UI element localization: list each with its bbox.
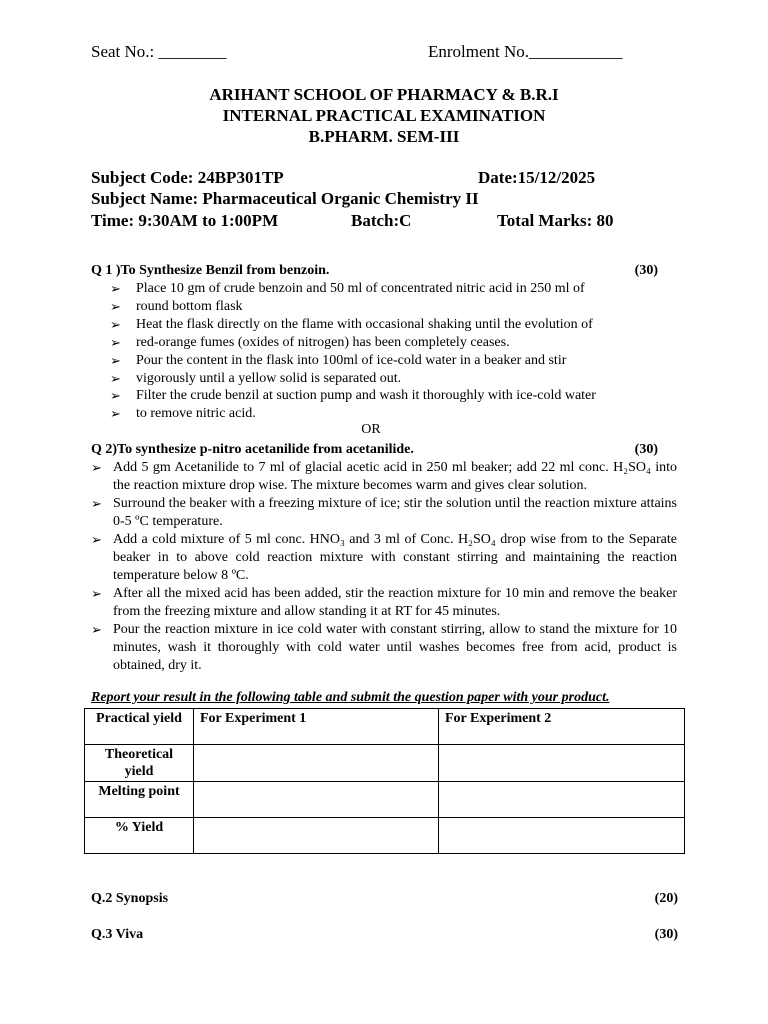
synopsis-marks: (20) [654, 891, 678, 906]
arrow-bullet-icon: ➢ [110, 388, 121, 404]
table-cell-header: For Experiment 1 [194, 709, 439, 745]
table-cell-header: Practical yield [85, 709, 194, 745]
table-cell-empty[interactable] [439, 782, 685, 818]
q2-title: Q 2)To synthesize p-nitro acetanilide from acetanilide. [91, 442, 414, 457]
table-row [85, 745, 685, 782]
q1-steps [110, 280, 670, 423]
viva-marks: (30) [654, 927, 678, 942]
table-cell-empty[interactable] [194, 745, 439, 782]
report-instruction: Report your result in the following table and submit the question paper with your product. [91, 690, 610, 705]
table-row-label: % Yield [85, 818, 194, 854]
q1-step-text: vigorously until a yellow solid is separated out. [136, 370, 402, 386]
q2-step-text: Pour the reaction mixture in ice cold water with constant stirring, allow to stand the mixture for 10 minutes, wash it thoroughly with cold water until washes becomes free from acid, product is obtained, dry it. [113, 622, 677, 673]
table-cell-empty[interactable] [194, 818, 439, 854]
arrow-bullet-icon: ➢ [91, 532, 102, 547]
subject-name: Subject Name: Pharmaceutical Organic Chemistry II [91, 189, 479, 208]
q2-step-text: After all the mixed acid has been added, stir the reaction mixture for 10 min and remove the beaker from the freezing mixture and allow standing it at RT for 45 minutes. [113, 586, 677, 619]
synopsis-question [91, 891, 678, 907]
list-item [110, 370, 670, 388]
arrow-bullet-icon: ➢ [91, 622, 102, 637]
list-item [110, 334, 670, 352]
list-item [91, 621, 677, 675]
total-marks: Total Marks: 80 [497, 211, 614, 230]
q2-steps [91, 459, 677, 675]
q2-marks: (30) [634, 442, 658, 457]
seat-no-field: Seat No.: ________ [91, 42, 227, 61]
synopsis-label: Q.2 Synopsis [91, 891, 169, 906]
enrolment-no-field: Enrolment No.___________ [428, 42, 623, 61]
subject-code: Subject Code: 24BP301TP [91, 168, 284, 187]
exam-time: Time: 9:30AM to 1:00PM [91, 211, 279, 230]
list-item [91, 459, 677, 495]
q2-step-text: Add 5 gm Acetanilide to 7 ml of glacial acetic acid in 250 ml beaker; add 22 ml conc. H₂SO₄ into the reaction mixture drop wise. The mixture becomes warm and gives clear solution. [113, 460, 677, 493]
q1-step-text: round bottom flask [136, 298, 243, 314]
table-row [85, 818, 685, 854]
q1-marks: (30) [634, 263, 658, 278]
q1-step-text: Heat the flask directly on the flame with occasional shaking until the evolution of [136, 316, 593, 332]
list-item [91, 495, 677, 531]
list-item [110, 405, 670, 423]
arrow-bullet-icon: ➢ [110, 316, 121, 332]
arrow-bullet-icon: ➢ [91, 460, 102, 475]
table-row [85, 709, 685, 745]
q1-step-text: Filter the crude benzil at suction pump and wash it thoroughly with ice-cold water [136, 388, 596, 404]
table-row-label: Theoretical yield [85, 745, 194, 782]
course-title: B.PHARM. SEM-III [308, 127, 460, 146]
q2-heading [91, 441, 658, 459]
arrow-bullet-icon: ➢ [110, 370, 121, 386]
q1-step-text: Pour the content in the flask into 100ml of ice-cold water in a beaker and stir [136, 352, 567, 368]
table-cell-empty[interactable] [194, 782, 439, 818]
list-item [110, 352, 670, 370]
table-cell-empty[interactable] [439, 818, 685, 854]
q1-step-text: red-orange fumes (oxides of nitrogen) has been completely ceases. [136, 334, 510, 350]
table-cell-header: For Experiment 2 [439, 709, 685, 745]
or-separator: OR [361, 422, 381, 437]
list-item [110, 280, 670, 298]
table-cell-empty[interactable] [439, 745, 685, 782]
school-name: ARIHANT SCHOOL OF PHARMACY & B.R.I [209, 85, 559, 104]
q1-title: Q 1 )To Synthesize Benzil from benzoin. [91, 263, 330, 278]
q1-heading [91, 262, 658, 280]
result-table [84, 708, 685, 854]
arrow-bullet-icon: ➢ [91, 496, 102, 511]
q1-step-text: to remove nitric acid. [136, 406, 256, 422]
arrow-bullet-icon: ➢ [110, 334, 121, 350]
table-row [85, 782, 685, 818]
list-item [110, 387, 670, 405]
arrow-bullet-icon: ➢ [110, 281, 121, 296]
list-item [110, 298, 670, 316]
table-row-label: Melting point [85, 782, 194, 818]
exam-title: INTERNAL PRACTICAL EXAMINATION [222, 106, 546, 125]
viva-question [91, 927, 678, 943]
viva-label: Q.3 Viva [91, 927, 144, 942]
list-item [91, 585, 677, 621]
list-item [91, 531, 677, 585]
q1-step-text: Place 10 gm of crude benzoin and 50 ml of concentrated nitric acid in 250 ml of [136, 281, 585, 296]
arrow-bullet-icon: ➢ [91, 586, 102, 601]
arrow-bullet-icon: ➢ [110, 406, 121, 422]
list-item [110, 316, 670, 334]
arrow-bullet-icon: ➢ [110, 298, 121, 314]
batch: Batch:C [351, 211, 412, 230]
exam-date: Date:15/12/2025 [478, 168, 596, 187]
q2-step-text: Add a cold mixture of 5 ml conc. HNO₃ and 3 ml of Conc. H₂SO₄ drop wise from to the Separate beaker in to above cold reaction mixture with constant stirring and maintaining the reaction temperature below 8 ºC. [113, 532, 677, 583]
q2-step-text: Surround the beaker with a freezing mixture of ice; stir the solution until the reaction mixture attains 0-5 ºC temperature. [113, 496, 677, 529]
arrow-bullet-icon: ➢ [110, 352, 121, 368]
